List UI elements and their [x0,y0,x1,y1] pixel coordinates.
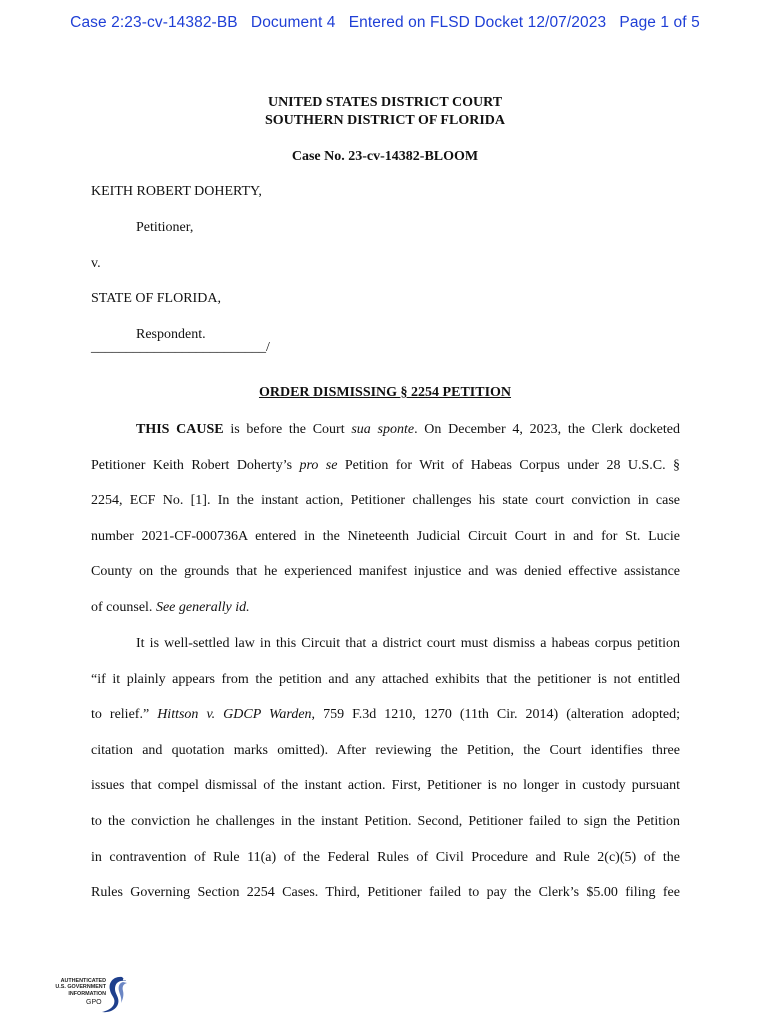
paragraph-line: in contravention of Rule 11(a) of the Federal Rules of Civil Procedure and Rule 2(c)(5) of the [91,849,680,865]
eagle-icon [100,974,130,1016]
respondent-name: STATE OF FLORIDA, [91,291,221,306]
logo-gpo: GPO [86,999,102,1006]
paragraph-line: THIS CAUSE is before the Court sua sponte. On December 4, 2023, the Clerk docketed [136,422,680,437]
paragraph-line: County on the grounds that he experienced manifest injustice and was denied effective assistance [91,564,680,580]
caption-rule: _________________________/ [91,340,270,355]
paragraph-line: 2254, ECF No. [1]. In the instant action, Petitioner challenges his state court conviction in case [91,493,680,509]
respondent-role: Respondent. [136,327,206,342]
paragraph-line: It is well-settled law in this Circuit that a district court must dismiss a habeas corpus petition [136,636,680,651]
paragraph-line: citation and quotation marks omitted). After reviewing the Petition, the Court identifies three [91,742,680,758]
logo-text: AUTHENTICATED U.S. GOVERNMENT INFORMATION [55,978,106,997]
paragraph-1 [91,412,680,626]
this-cause-lead: THIS CAUSE [136,422,224,437]
case-citation: Hittson v. GDCP Warden [157,707,312,723]
gpo-authentication-logo [44,974,134,1018]
paragraph-line: of counsel. See generally id. [91,599,250,615]
case-number: Case No. 23-cv-14382-BLOOM [291,149,479,164]
court-name: UNITED STATES DISTRICT COURT [267,95,503,110]
docket-header: Case 2:23-cv-14382-BB Document 4 Entered on FLSD Docket 12/07/2023 Page 1 of 5 [70,14,700,31]
paragraph-line: Rules Governing Section 2254 Cases. Third, Petitioner failed to pay the Clerk’s $5.00 filing fee [91,885,680,901]
versus: v. [91,256,101,271]
latin-term: pro se [299,457,338,473]
order-title: ORDER DISMISSING § 2254 PETITION [258,385,512,400]
paragraph-line: number 2021-CF-000736A entered in the Nineteenth Judicial Circuit Court in and for St. Lucie [91,528,680,544]
paragraph-2 [91,626,680,911]
citation-signal: See generally id. [155,599,250,615]
petitioner-name: KEITH ROBERT DOHERTY, [91,184,262,199]
latin-term: sua sponte [351,422,415,437]
paragraph-line: to the conviction he challenges in the instant Petition. Second, Petitioner failed to sign the Petition [91,813,680,829]
paragraph-line: issues that compel dismissal of the instant action. First, Petitioner is no longer in custody pursuant [91,778,680,794]
paragraph-line: Petitioner Keith Robert Doherty’s pro se Petition for Writ of Habeas Corpus under 28 U.S.C. § [91,457,680,473]
court-district: SOUTHERN DISTRICT OF FLORIDA [265,113,505,128]
paragraph-line: to relief.” Hittson v. GDCP Warden, 759 F.3d 1210, 1270 (11th Cir. 2014) (alteration adopted; [91,707,680,723]
paragraph-line: “if it plainly appears from the petition and any attached exhibits that the petitioner is not entitled [91,671,680,687]
petitioner-role: Petitioner, [136,220,194,235]
